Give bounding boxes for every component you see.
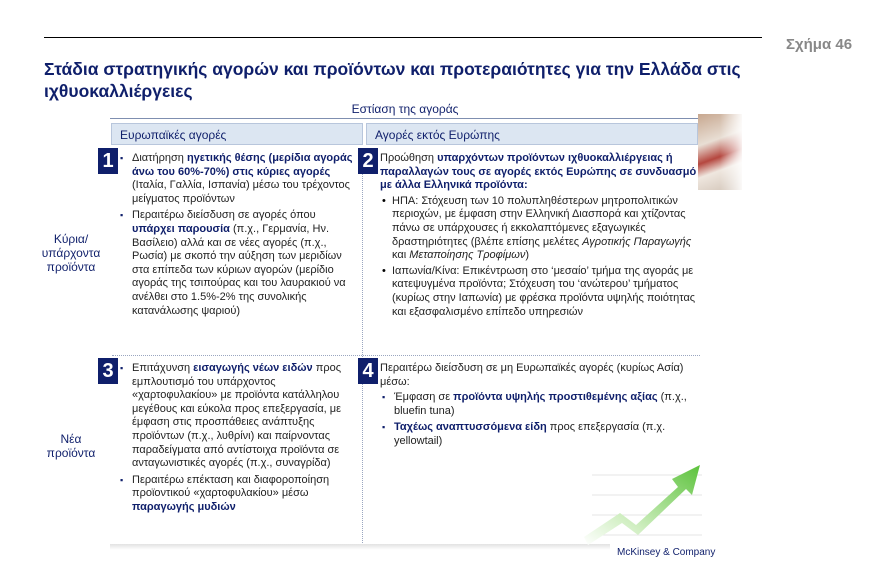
list-item: • ΗΠΑ: Στόχευση των 10 πολυπληθέστερων μητροπολιτικών περιοχών, με έμφαση στην Ελληνική Διασπορά και χτίζοντας πάνω σε υπάρχουσες ή εκκολαπτόμενες εξαγωγικές δραστηριότητες (βλέπε επίσης μελέτες Αγροτικής Παραγωγής και Μεταποίησης Τροφίμων): [380, 195, 698, 263]
list-item: ▪ Διατήρηση ηγετικής θέσης (μερίδια αγοράς άνω του 60%-70%) στις κύριες αγορές (Ιταλία, Γαλλία, Ισπανία) μέσω του τρέχοντος μείγματος προϊόντων: [118, 152, 360, 206]
quadrant-number-badge: 2: [358, 148, 378, 174]
table-shadow: [110, 544, 610, 550]
list-item: • Ιαπωνία/Κίνα: Επικέντρωση στο ‘μεσαίο’ τμήμα της αγοράς με κατεψυγμένα προϊόντα; Στόχευση του ‘ανώτερου’ τμήματος (κυρίως στην Ιαπωνία) με φρέσκα προϊόντα υψηλής ποιότητας και εξασφαλισμένο επίπεδο υπηρεσιών: [380, 265, 698, 319]
row-label-new-products: Νέα προϊόντα: [46, 432, 96, 460]
quadrant-lead-text: Περαιτέρω διείσδυση σε μη Ευρωπαϊκές αγορές (κυρίως Ασία) μέσω:: [380, 362, 684, 388]
growth-arrow-icon: [582, 455, 712, 547]
company-footer: McKinsey & Company: [617, 547, 716, 558]
quadrant-2: [358, 150, 698, 353]
list-item: ▪ Περαιτέρω επέκταση και διαφοροποίηση προϊοντικού «χαρτοφυλακίου» μέσω παραγωγής μυδιών: [118, 474, 360, 515]
figure-label: Σχήμα 46: [786, 36, 853, 53]
list-item: ▪ Περαιτέρω διείσδυση σε αγορές όπου υπάρχει παρουσία (π.χ., Γερμανία, Ην. Βασίλειο) αλλά και σε νέες αγορές (π.χ., Ρωσία) με σκοπό την αύξηση των μεριδίων στα επίπεδα των κύριων αγορών (μερίδιο αγοράς της τσιπούρας και του λαυρακιού να ανέλθει στο 1.5%-2% της συνολικής κατανάλωσης ψαριού): [118, 209, 360, 318]
photo-fade: [698, 114, 742, 190]
column-header-non-european: Αγορές εκτός Ευρώπης: [366, 123, 698, 145]
list-item: ▪ Έμφαση σε προϊόντα υψηλής προστιθεμένης αξίας (π.χ., bluefin tuna): [380, 391, 698, 418]
list-item: ▪ Επιτάχυνση εισαγωγής νέων ειδών προς εμπλουτισμό του υπάρχοντος «χαρτοφυλακίου» με προϊόντα κατάλληλου μεγέθους και εύκολα προς επεξεργασία, με έμφαση στις προσπάθειες ανάπτυξης προϊόντων (π.χ., λυθρίνι) και παίρνοντας παραδείγματα από αντίστοιχα προϊόντα σε ανταγωνιστικές αγορές (π.χ., συναγρίδα): [118, 362, 360, 471]
quadrant-number-badge: 1: [98, 148, 118, 174]
column-header-european: Ευρωπαϊκές αγορές: [111, 123, 363, 145]
axis-divider: [110, 118, 698, 119]
market-focus-axis-label: Εστίαση της αγοράς: [351, 102, 459, 116]
horizontal-divider: [112, 355, 700, 356]
quadrant-1: [102, 150, 360, 353]
quadrant-number-badge: 4: [358, 358, 378, 384]
quadrant-number-badge: 3: [98, 358, 118, 384]
quadrant-3: [102, 360, 360, 543]
top-rule: [44, 37, 762, 38]
list-item: ▪ Ταχέως αναπτυσσόμενα είδη προς επεξεργασία (π.χ. yellowtail): [380, 421, 698, 448]
quadrant-lead-text: Προώθηση υπαρχόντων προϊόντων ιχθυοκαλλιέργειας ή παραλλαγών τους σε αγορές εκτός Ευρώπης σε συνδυασμό με άλλα Ελληνικά προϊόντα:: [380, 152, 697, 192]
row-label-core-products: Κύρια/ υπάρχοντα προϊόντα: [41, 232, 101, 274]
page-title: Στάδια στρατηγικής αγορών και προϊόντων και προτεραιότητες για την Ελλάδα στις ιχθυοκαλλιέργειες: [44, 59, 741, 101]
